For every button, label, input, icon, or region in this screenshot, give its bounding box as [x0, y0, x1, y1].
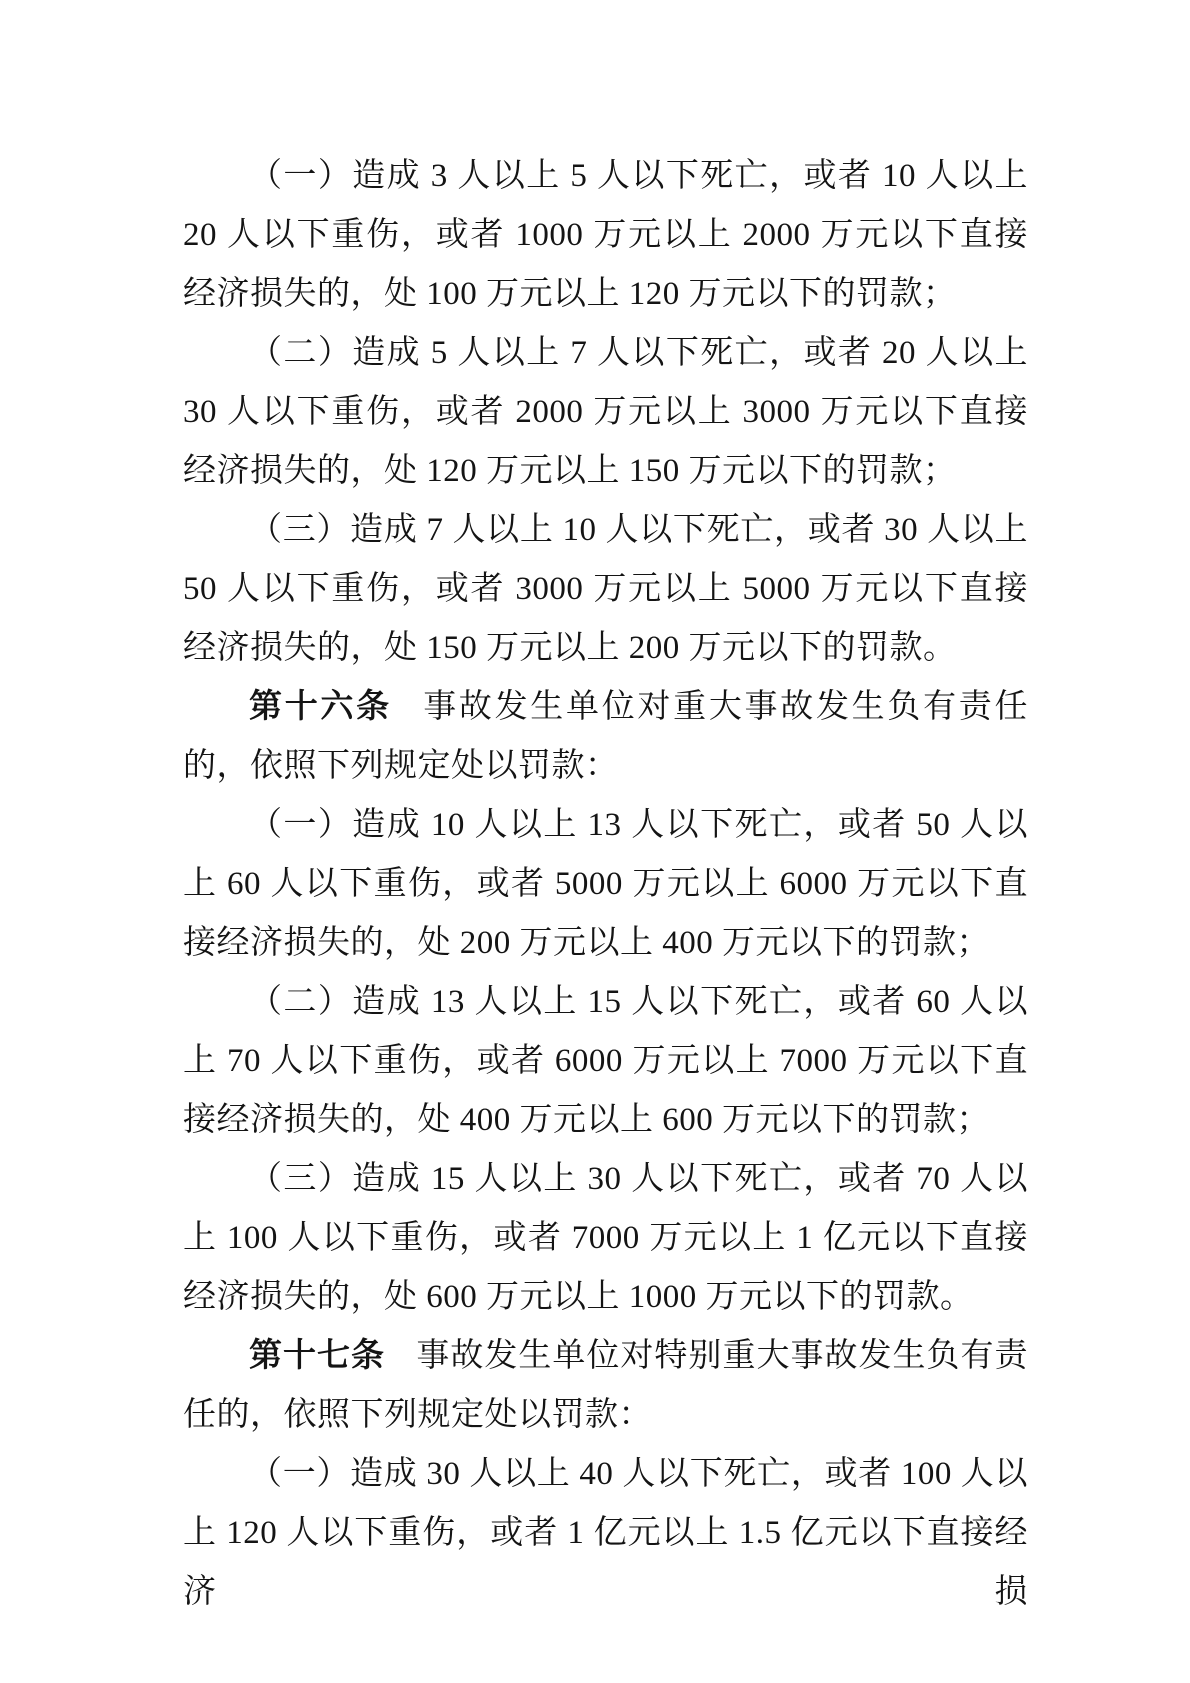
clause-item-5: （二）造成 13 人以上 15 人以下死亡，或者 60 人以上 70 人以下重伤，或者 6000 万元以上 7000 万元以下直接经济损失的，处 400 万元以上 600 万元以下的罚款； — [183, 984, 1028, 1138]
clause-item-4: （一）造成 10 人以上 13 人以下死亡，或者 50 人以上 60 人以下重伤，或者 5000 万元以上 6000 万元以下直接经济损失的，处 200 万元以上 400 万元以下的罚款； — [183, 807, 1028, 961]
article-16-paragraph — [183, 678, 1028, 796]
article-16-number: 第十六条 — [249, 689, 392, 725]
clause-item-2: （二）造成 5 人以上 7 人以下死亡，或者 20 人以上 30 人以下重伤，或者 2000 万元以上 3000 万元以下直接经济损失的，处 120 万元以上 150 万元以下的罚款； — [183, 335, 1028, 489]
article-17-number: 第十七条 — [249, 1338, 386, 1374]
clause-item-3: （三）造成 7 人以上 10 人以下死亡，或者 30 人以上 50 人以下重伤，或者 3000 万元以上 5000 万元以下直接经济损失的，处 150 万元以上 200 万元以下的罚款。 — [183, 512, 1028, 666]
clause-item-6: （三）造成 15 人以上 30 人以下死亡，或者 70 人以上 100 人以下重伤，或者 7000 万元以上 1 亿元以下直接经济损失的，处 600 万元以上 1000 万元以下的罚款。 — [183, 1161, 1028, 1315]
article-17-paragraph — [183, 1327, 1028, 1445]
clause-item-1: （一）造成 3 人以上 5 人以下死亡，或者 10 人以上 20 人以下重伤，或者 1000 万元以上 2000 万元以下直接经济损失的，处 100 万元以上 120 万元以下的罚款； — [183, 158, 1028, 312]
article-16-text: 事故发生单位对重大事故发生负有责任的，依照下列规定处以罚款： — [183, 689, 1029, 784]
clause-item-7-truncated: （一）造成 30 人以上 40 人以下死亡，或者 100 人以上 120 人以下重伤，或者 1 亿元以上 1.5 亿元以下直接经济损 — [183, 1456, 1028, 1610]
article-17-text: 事故发生单位对特别重大事故发生负有责任的，依照下列规定处以罚款： — [183, 1338, 1029, 1433]
document-body — [183, 147, 1028, 1622]
